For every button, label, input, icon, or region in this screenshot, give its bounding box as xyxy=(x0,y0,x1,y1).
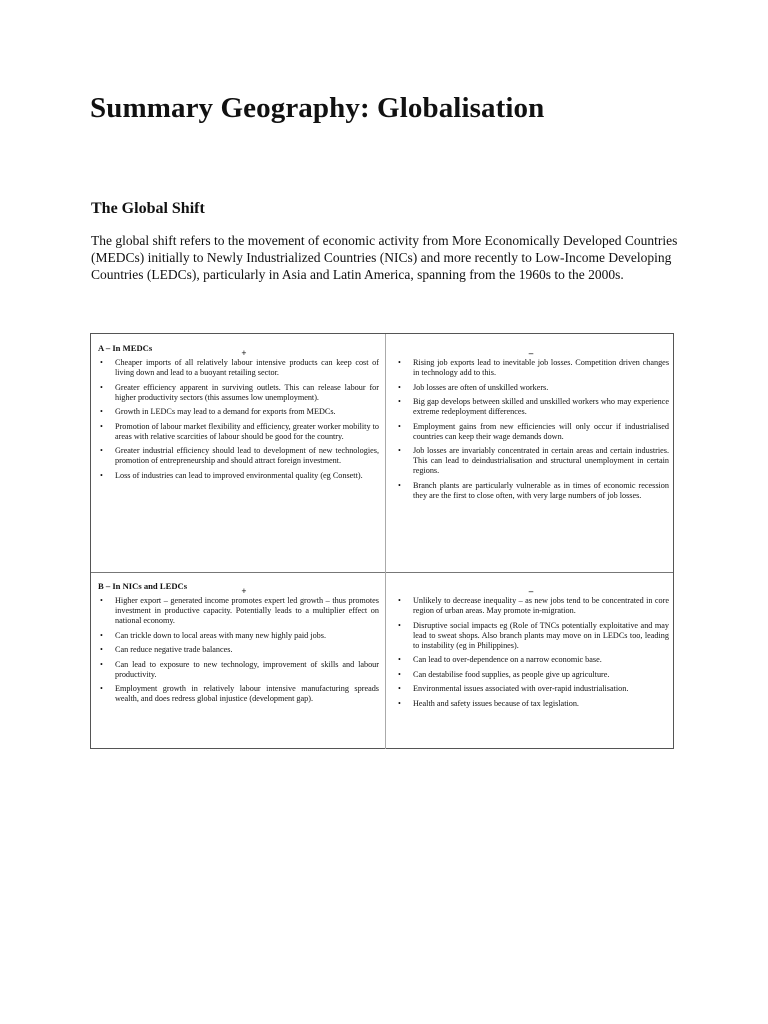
section-title: B – In NICs and LEDCs xyxy=(98,581,188,591)
bullet-item: • Employment growth in relatively labour intensive manufacturing spreads wealth, and does redress global injustice (development gap). xyxy=(95,684,379,704)
bullet-item: • Greater efficiency apparent in surviving outlets. This can release labour for higher productivity sectors (this assumes low unemployment). xyxy=(95,383,379,403)
bullet-item: • Can reduce negative trade balances. xyxy=(95,645,379,655)
bullet-item: • Higher export – generated income promotes expert led growth – thus promotes investment in productive capacity. Potentially leads to a multiplier effect on national economy. xyxy=(95,596,379,626)
pros-cons-table xyxy=(90,333,674,749)
section-heading: The Global Shift xyxy=(91,200,205,217)
intro-paragraph: The global shift refers to the movement of economic activity from More Economically Developed Countries (MEDCs) initially to Newly Industrialized Countries (NICs) and more recently to Low-Income Developing Countries (LEDCs), particularly in Asia and Latin America, spanning from the 1960s to the 2000s. xyxy=(91,233,678,282)
advantages-list xyxy=(95,358,379,481)
disadvantages-column xyxy=(393,586,669,713)
bullet-item: • Big gap develops between skilled and unskilled workers who may experience extreme redeployment differences. xyxy=(393,397,669,417)
bullet-item: • Growth in LEDCs may lead to a demand for exports from MEDCs. xyxy=(95,407,379,417)
bullet-item: • Can lead to over-dependence on a narrow economic base. xyxy=(393,655,669,665)
bullet-item: • Can trickle down to local areas with many new highly paid jobs. xyxy=(95,631,379,641)
bullet-item: • Promotion of labour market flexibility and efficiency, greater worker mobility to areas with relative scarcities of labour should be good for the country. xyxy=(95,422,379,442)
bullet-item: • Environmental issues associated with over-rapid industrialisation. xyxy=(393,684,669,694)
disadvantages-list xyxy=(393,358,669,501)
bullet-item: • Employment gains from new efficiencies will only occur if industrialised countries can keep their wage demands down. xyxy=(393,422,669,442)
page-title: Summary Geography: Globalisation xyxy=(90,92,545,124)
column-divider xyxy=(385,572,386,749)
section-medcs xyxy=(91,334,673,573)
column-divider xyxy=(385,334,386,572)
bullet-item: • Branch plants are particularly vulnerable as in times of economic recession they are the first to close often, with very large numbers of job losses. xyxy=(393,481,669,501)
bullet-item: • Unlikely to decrease inequality – as new jobs tend to be concentrated in core region of urban areas. May promote in-migration. xyxy=(393,596,669,616)
bullet-item: • Health and safety issues because of tax legislation. xyxy=(393,699,669,709)
bullet-item: • Loss of industries can lead to improved environmental quality (eg Consett). xyxy=(95,471,379,481)
bullet-item: • Disruptive social impacts eg (Role of TNCs potentially exploitative and may lead to sweat shops. Also branch plants may move on in LEDCs too, leading to instability (eg in Philippines). xyxy=(393,621,669,651)
plus-sign: + xyxy=(241,348,247,358)
advantages-column xyxy=(95,348,379,485)
bullet-item: • Can destabilise food supplies, as people give up agriculture. xyxy=(393,670,669,680)
disadvantages-list xyxy=(393,596,669,709)
bullet-item: • Greater industrial efficiency should lead to development of new technologies, promotion of entrepreneurship and should attract foreign investment. xyxy=(95,446,379,466)
bullet-item: • Can lead to exposure to new technology, improvement of skills and labour productivity. xyxy=(95,660,379,680)
disadvantages-column xyxy=(393,348,669,505)
bullet-item: • Cheaper imports of all relatively labour intensive products can keep cost of living down and lead to a buoyant retailing sector. xyxy=(95,358,379,378)
advantages-list xyxy=(95,596,379,704)
minus-sign: – xyxy=(528,348,534,358)
section-nics-ledcs xyxy=(91,572,673,749)
minus-sign: – xyxy=(528,586,534,596)
plus-sign: + xyxy=(241,586,247,596)
bullet-item: • Job losses are invariably concentrated in certain areas and certain industries. This can lead to deindustrialisation and structural unemployment in certain regions. xyxy=(393,446,669,476)
bullet-item: • Rising job exports lead to inevitable job losses. Competition driven changes in technology add to this. xyxy=(393,358,669,378)
bullet-item: • Job losses are often of unskilled workers. xyxy=(393,383,669,393)
advantages-column xyxy=(95,586,379,709)
section-title: A – In MEDCs xyxy=(98,343,153,353)
